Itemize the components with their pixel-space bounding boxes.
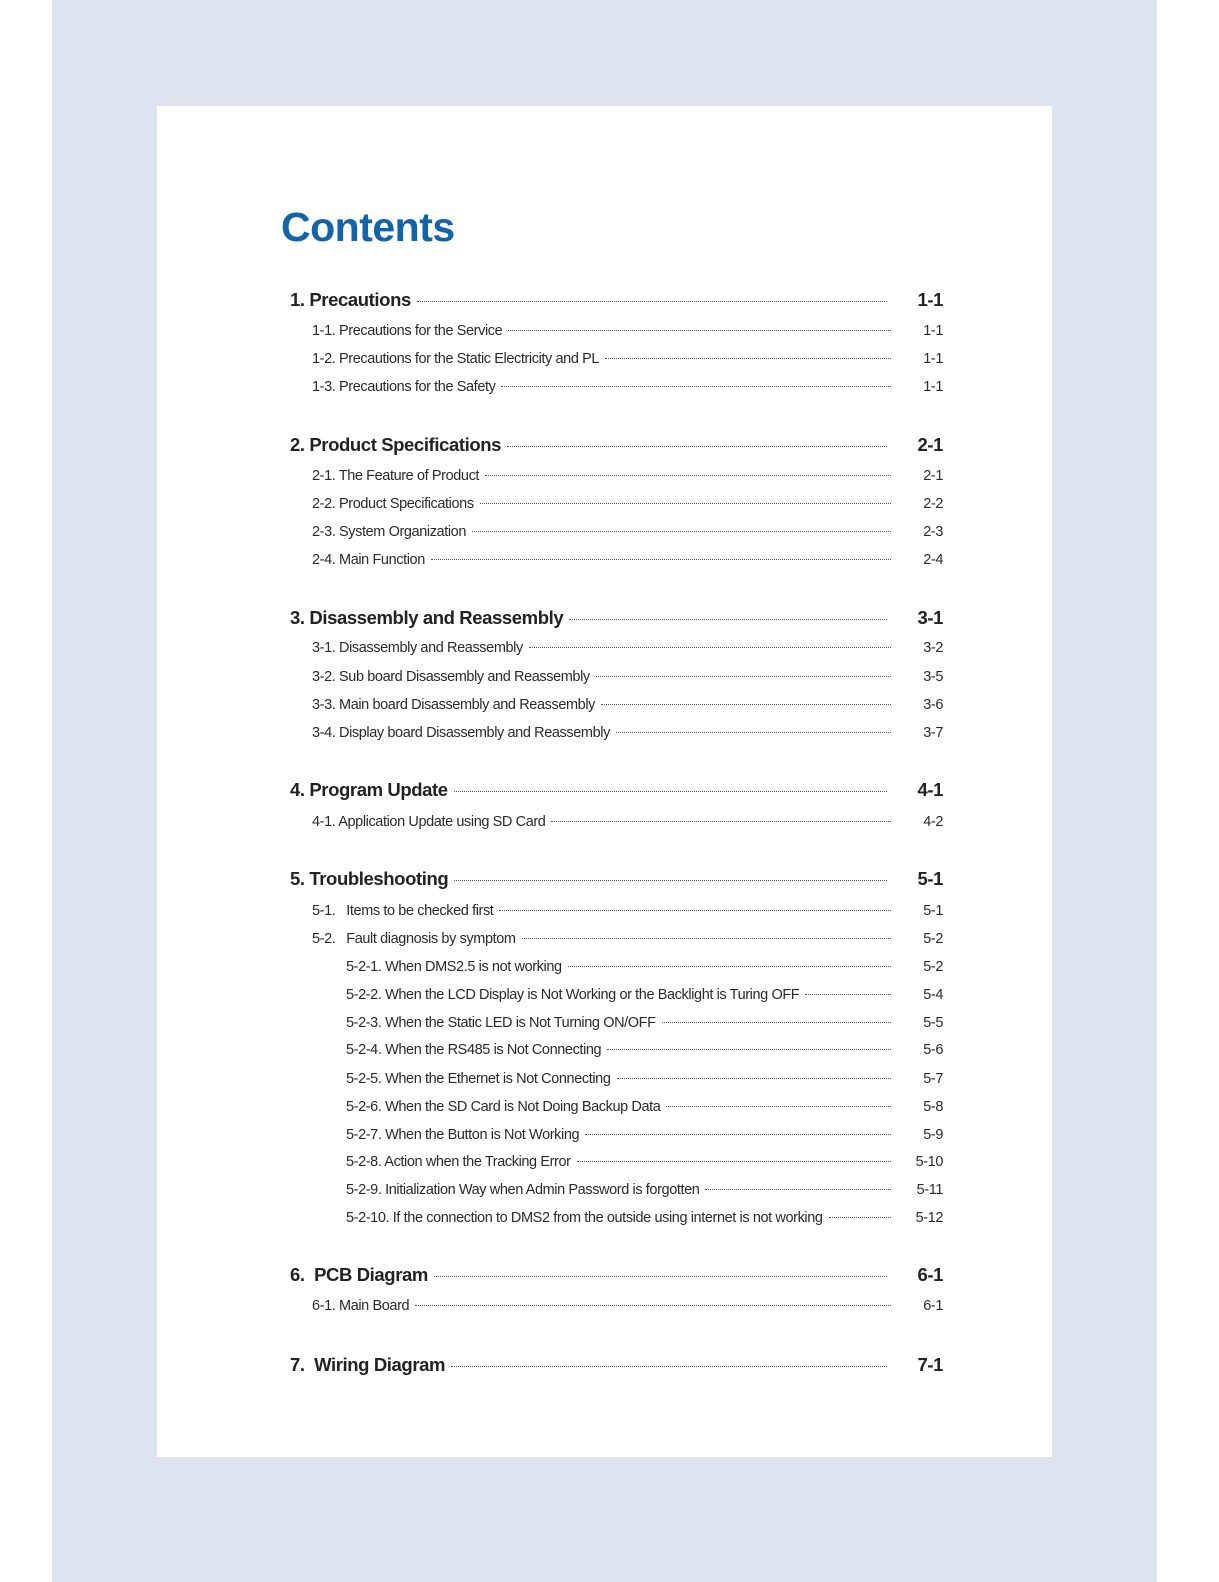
toc-page-number: 3-6 [923, 697, 943, 713]
toc-item-5-2-3[interactable] [346, 1015, 943, 1031]
toc-item-2-4[interactable] [312, 552, 943, 568]
toc-item-label: 5-2-4. When the RS485 is Not Connecting [346, 1042, 602, 1058]
toc-page-number: 5-6 [923, 1042, 943, 1058]
toc-item-label: 1-3. Precautions for the Safety [312, 379, 496, 395]
toc-item-label: 2-3. System Organization [312, 524, 466, 540]
toc-item-5-1[interactable] [312, 903, 943, 919]
toc-page-number: 1-1 [923, 323, 943, 339]
toc-page-number: 5-5 [923, 1015, 943, 1031]
toc-page-number: 1-1 [917, 289, 943, 310]
dot-leader [417, 301, 887, 302]
dot-leader [551, 821, 891, 822]
dot-leader [499, 910, 891, 911]
toc-item-5-2[interactable] [312, 931, 943, 947]
toc-section-label: 6. PCB Diagram [290, 1264, 428, 1285]
toc-page-number: 3-2 [923, 640, 943, 656]
dot-leader [666, 1106, 891, 1107]
toc-item-label: 5-2-10. If the connection to DMS2 from the outside using internet is not working [346, 1210, 823, 1226]
dot-leader [596, 676, 891, 677]
dot-leader [601, 704, 891, 705]
dot-leader [617, 1078, 892, 1079]
toc-page-number: 7-1 [917, 1354, 943, 1375]
toc-item-label: 1-2. Precautions for the Static Electricity and PL [312, 351, 600, 367]
toc-item-label: 3-3. Main board Disassembly and Reassembly [312, 697, 595, 713]
toc-item-1-1[interactable] [312, 323, 943, 339]
toc-item-3-1[interactable] [312, 640, 943, 656]
toc-item-5-2-2[interactable] [346, 987, 943, 1003]
dot-leader [616, 732, 891, 733]
toc-item-label: 5-2-3. When the Static LED is Not Turning ON/OFF [346, 1015, 656, 1031]
dot-leader [480, 503, 891, 504]
dot-leader [507, 446, 887, 447]
toc-item-2-3[interactable] [312, 524, 943, 540]
toc-page-number: 3-7 [923, 725, 943, 741]
toc-page-number: 4-1 [917, 779, 943, 800]
toc-item-label: 5-2-6. When the SD Card is Not Doing Backup Data [346, 1099, 661, 1115]
page-title: Contents [281, 204, 455, 250]
toc-item-label: 4-1. Application Update using SD Card [312, 814, 546, 830]
toc-item-1-3[interactable] [312, 379, 943, 395]
toc-section-label: 1. Precautions [290, 289, 411, 310]
dot-leader [829, 1217, 891, 1218]
toc-item-label: 5-1. Items to be checked first [312, 903, 494, 919]
toc-page-number: 1-1 [923, 379, 943, 395]
toc-page-number: 5-8 [923, 1099, 943, 1115]
toc-item-3-2[interactable] [312, 669, 943, 685]
dot-leader [508, 330, 891, 331]
dot-leader [805, 994, 891, 995]
dot-leader [585, 1134, 891, 1135]
toc-page-number: 5-4 [923, 987, 943, 1003]
toc-item-label: 3-1. Disassembly and Reassembly [312, 640, 523, 656]
toc-section-precautions[interactable] [290, 289, 943, 311]
dot-leader [434, 1276, 887, 1277]
dot-leader [472, 531, 891, 532]
dot-leader [605, 358, 891, 359]
toc-section-pcb-diagram[interactable] [290, 1264, 943, 1286]
toc-item-5-2-9[interactable] [346, 1182, 943, 1198]
toc-item-3-3[interactable] [312, 697, 943, 713]
toc-item-label: 3-2. Sub board Disassembly and Reassembly [312, 669, 590, 685]
toc-section-label: 5. Troubleshooting [290, 868, 449, 889]
dot-leader [577, 1161, 891, 1162]
toc-item-1-2[interactable] [312, 351, 943, 367]
document-page [157, 106, 1052, 1457]
toc-page-number: 1-1 [923, 351, 943, 367]
toc-item-label: 2-2. Product Specifications [312, 496, 474, 512]
toc-page-number: 4-2 [923, 814, 943, 830]
toc-page-number: 2-4 [923, 552, 943, 568]
toc-item-5-2-5[interactable] [346, 1071, 943, 1087]
toc-page-number: 2-1 [917, 434, 943, 455]
toc-item-3-4[interactable] [312, 725, 943, 741]
toc-page-number: 5-11 [916, 1182, 943, 1198]
toc-item-label: 5-2-5. When the Ethernet is Not Connecting [346, 1071, 611, 1087]
toc-item-label: 3-4. Display board Disassembly and Reassembly [312, 725, 610, 741]
toc-item-5-2-10[interactable] [346, 1210, 943, 1226]
toc-page-number: 2-3 [923, 524, 943, 540]
toc-item-5-2-7[interactable] [346, 1127, 943, 1143]
toc-item-5-2-4[interactable] [346, 1042, 943, 1058]
dot-leader [454, 791, 887, 792]
toc-page-number: 2-2 [923, 496, 943, 512]
toc-item-label: 5-2. Fault diagnosis by symptom [312, 931, 516, 947]
toc-section-program-update[interactable] [290, 779, 943, 801]
toc-item-4-1[interactable] [312, 814, 943, 830]
toc-item-6-1[interactable] [312, 1298, 943, 1314]
toc-item-2-2[interactable] [312, 496, 943, 512]
toc-page-number: 2-1 [923, 468, 943, 484]
toc-page-number: 5-2 [923, 959, 943, 975]
dot-leader [662, 1022, 891, 1023]
toc-section-label: 4. Program Update [290, 779, 448, 800]
toc-section-label: 2. Product Specifications [290, 434, 502, 455]
toc-item-2-1[interactable] [312, 468, 943, 484]
toc-page-number: 6-1 [923, 1298, 943, 1314]
toc-section-troubleshooting[interactable] [290, 868, 943, 890]
toc-page-number: 5-9 [923, 1127, 943, 1143]
toc-item-5-2-1[interactable] [346, 959, 943, 975]
toc-item-5-2-6[interactable] [346, 1099, 943, 1115]
dot-leader [569, 619, 887, 620]
dot-leader [451, 1366, 887, 1367]
toc-page-number: 3-1 [917, 607, 943, 628]
toc-page-number: 5-10 [915, 1154, 943, 1170]
toc-page-number: 5-12 [915, 1210, 943, 1226]
toc-item-label: 2-1. The Feature of Product [312, 468, 480, 484]
dot-leader [568, 966, 891, 967]
dot-leader [501, 386, 891, 387]
dot-leader [485, 475, 891, 476]
toc-item-label: 5-2-7. When the Button is Not Working [346, 1127, 580, 1143]
toc-item-label: 5-2-1. When DMS2.5 is not working [346, 959, 562, 975]
toc-page-number: 5-2 [923, 931, 943, 947]
dot-leader [415, 1305, 891, 1306]
toc-item-label: 5-2-8. Action when the Tracking Error [346, 1154, 571, 1170]
dot-leader [431, 559, 891, 560]
toc-page-number: 5-7 [923, 1071, 943, 1087]
toc-item-label: 5-2-2. When the LCD Display is Not Working or the Backlight is Turing OFF [346, 987, 800, 1003]
toc-item-label: 2-4. Main Function [312, 552, 425, 568]
dot-leader [454, 880, 887, 881]
toc-page-number: 3-5 [923, 669, 943, 685]
dot-leader [607, 1049, 891, 1050]
dot-leader [529, 647, 891, 648]
dot-leader [705, 1189, 891, 1190]
toc-page-number: 5-1 [923, 903, 943, 919]
toc-item-label: 5-2-9. Initialization Way when Admin Password is forgotten [346, 1182, 700, 1198]
toc-section-label: 7. Wiring Diagram [290, 1354, 446, 1375]
toc-page-number: 5-1 [917, 868, 943, 889]
toc-item-5-2-8[interactable] [346, 1154, 943, 1170]
toc-section-product-specifications[interactable] [290, 434, 943, 456]
toc-section-label: 3. Disassembly and Reassembly [290, 607, 564, 628]
toc-item-label: 1-1. Precautions for the Service [312, 323, 503, 339]
dot-leader [522, 938, 891, 939]
toc-section-wiring-diagram[interactable] [290, 1354, 943, 1376]
toc-item-label: 6-1. Main Board [312, 1298, 410, 1314]
toc-page-number: 6-1 [917, 1264, 943, 1285]
toc-section-disassembly[interactable] [290, 607, 943, 629]
